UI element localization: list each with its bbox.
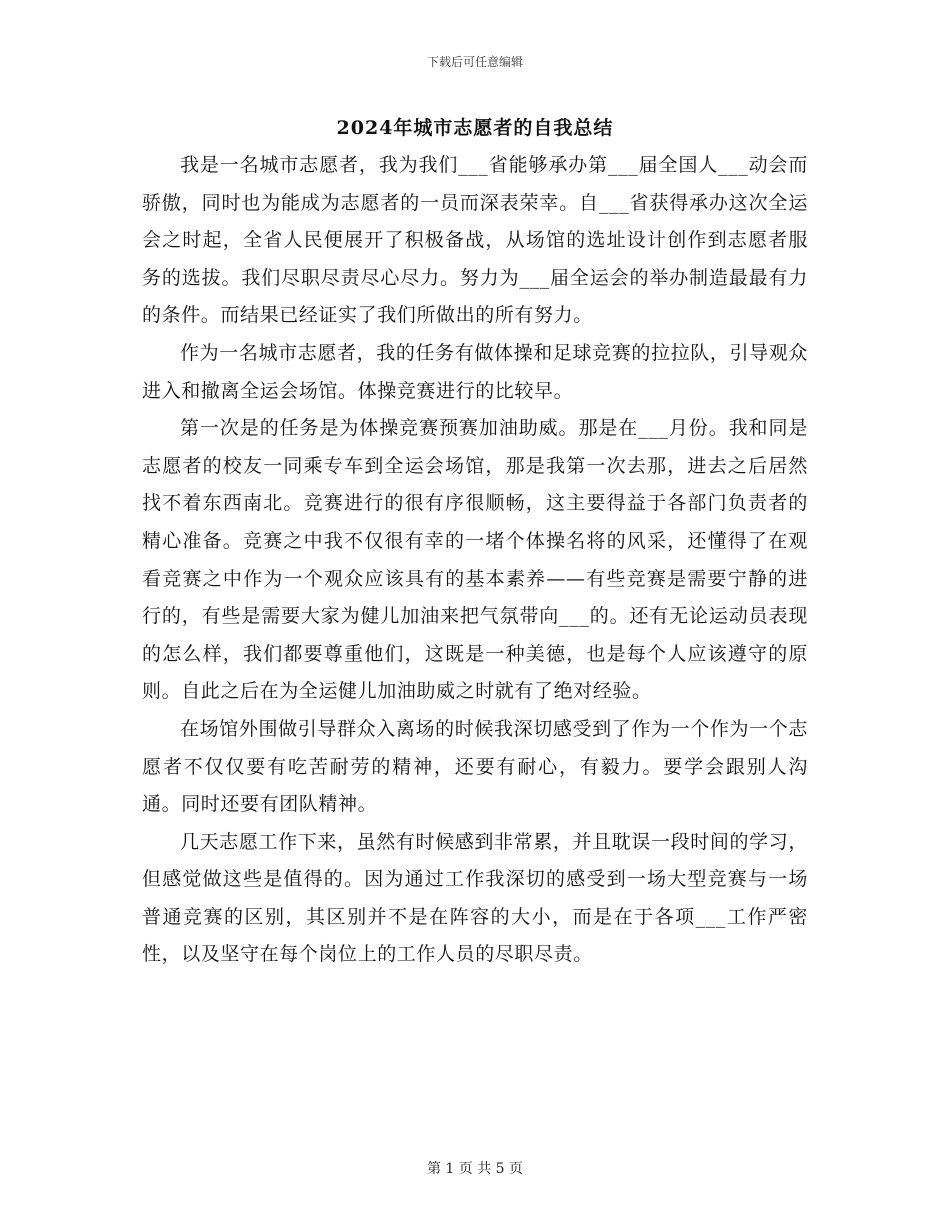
document-body: [142, 147, 808, 974]
paragraph: 第一次是的任务是为体操竞赛预赛加油助威。那是在___月份。我和同是志愿者的校友一同乘专车到全运会场馆，那是我第一次去那，进去之后居然找不着东西南北。竞赛进行的很有序很顺畅，这主要得益于各部门负责者的精心准备。竞赛之中我不仅很有幸的一堵个体操名将的风采，还懂得了在观看竞赛之中作为一个观众应该具有的基本素养——有些竞赛是需要宁静的进行的，有些是需要大家为健儿加油来把气氛带向___的。还有无论运动员表现的怎么样，我们都要尊重他们，这既是一种美德，也是每个人应该遵守的原则。自此之后在为全运健儿加油助威之时就有了绝对经验。: [142, 417, 808, 703]
paragraph: 在场馆外围做引导群众入离场的时候我深切感受到了作为一个作为一个志愿者不仅仅要有吃苦耐劳的精神，还要有耐心，有毅力。要学会跟别人沟通。同时还要有团队精神。: [142, 717, 808, 816]
header-note: 下载后可任意编辑: [426, 55, 523, 69]
paragraph: 作为一名城市志愿者，我的任务有做体操和足球竞赛的拉拉队，引导观众进入和撤离全运会场馆。体操竞赛进行的比较早。: [142, 341, 808, 402]
paragraph: 我是一名城市志愿者，我为我们___省能够承办第___届全国人___动会而骄傲，同时也为能成为志愿者的一员而深表荣幸。自___省获得承办这次全运会之时起，全省人民便展开了积极备战，从场馆的选址设计创作到志愿者服务的选拔。我们尽职尽责尽心尽力。努力为___届全运会的举办制造最最有力的条件。而结果已经证实了我们所做出的所有努力。: [142, 154, 808, 327]
document-title: 2024年城市志愿者的自我总结: [336, 117, 614, 139]
page-number: 第 1 页 共 5 页: [426, 1161, 524, 1177]
paragraph: 几天志愿工作下来，虽然有时候感到非常累，并且耽误一段时间的学习，但感觉做这些是值得的。因为通过工作我深切的感受到一场大型竞赛与一场普通竞赛的区别，其区别并不是在阵容的大小，而是在于各项___工作严密性，以及坚守在每个岗位上的工作人员的尽职尽责。: [142, 830, 808, 966]
